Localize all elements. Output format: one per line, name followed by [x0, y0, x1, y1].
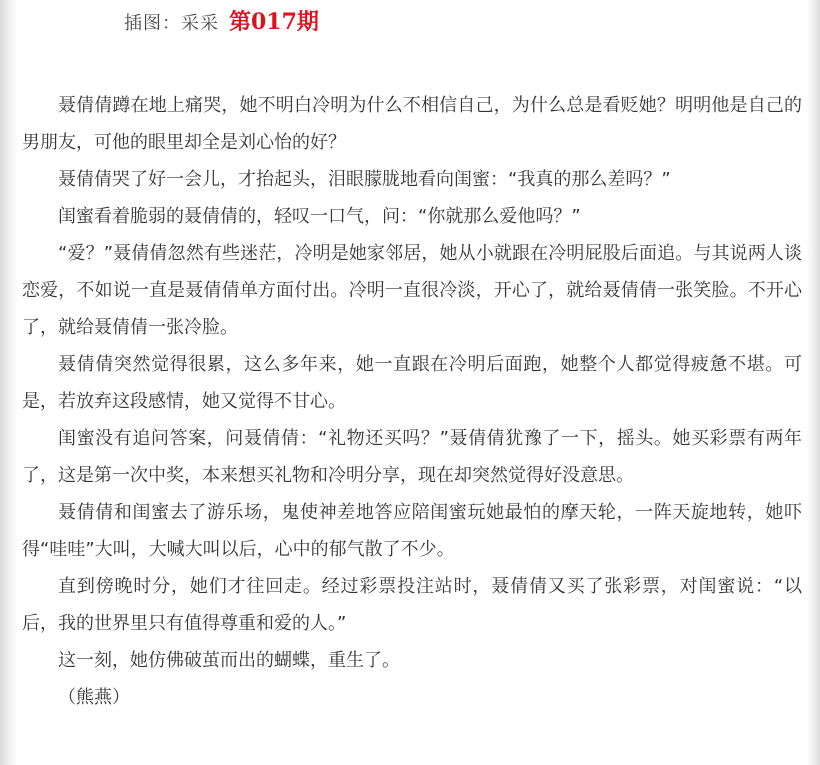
- paragraph: 这一刻，她仿佛破茧而出的蝴蝶，重生了。: [58, 650, 400, 671]
- right-page-shadow: [806, 0, 820, 765]
- paragraph: 聂倩倩蹲在地上痛哭，她不明白冷明为什么不相信自己，为什么总是看贬她？明明他是自己的男朋友，可他的眼里却全是刘心怡的好？: [22, 95, 802, 153]
- paragraph: 直到傍晚时分，她们才往回走。经过彩票投注站时，聂倩倩又买了张彩票，对闺蜜说：“以后，我的世界里只有值得尊重和爱的人。”: [22, 576, 802, 634]
- paragraph: 闺蜜没有追问答案，问聂倩倩：“礼物还买吗？”聂倩倩犹豫了一下，摇头。她买彩票有两年了，这是第一次中奖，本来想买礼物和冷明分享，现在却突然觉得好没意思。: [22, 428, 802, 486]
- paragraph: 聂倩倩突然觉得很累，这么多年来，她一直跟在冷明后面跑，她整个人都觉得疲惫不堪。可是，若放弃这段感情，她又觉得不甘心。: [22, 354, 802, 412]
- paragraph: 闺蜜看着脆弱的聂倩倩的，轻叹一口气，问：“你就那么爱他吗？”: [58, 206, 581, 227]
- paragraph: “爱？”聂倩倩忽然有些迷茫，冷明是她家邻居，她从小就跟在冷明屁股后面追。与其说两人谈恋爱，不如说一直是聂倩倩单方面付出。冷明一直很冷淡，开心了，就给聂倩倩一张笑脸。不开心了，就给聂倩倩一张冷脸。: [22, 243, 802, 338]
- left-page-shadow: [0, 0, 18, 765]
- paragraph: 聂倩倩哭了好一会儿，才抬起头，泪眼朦胧地看向闺蜜：“我真的那么差吗？”: [58, 169, 671, 190]
- article-header: [124, 5, 319, 39]
- author-signature: （熊燕）: [58, 687, 130, 708]
- paragraph: 聂倩倩和闺蜜去了游乐场，鬼使神差地答应陪闺蜜玩她最怕的摩天轮，一阵天旋地转，她吓得“哇哇”大叫，大喊大叫以后，心中的郁气散了不少。: [22, 502, 802, 560]
- issue-number: 第017期: [229, 9, 319, 35]
- illustration-credit: 插图：采采: [124, 13, 219, 34]
- article-body: [22, 87, 802, 716]
